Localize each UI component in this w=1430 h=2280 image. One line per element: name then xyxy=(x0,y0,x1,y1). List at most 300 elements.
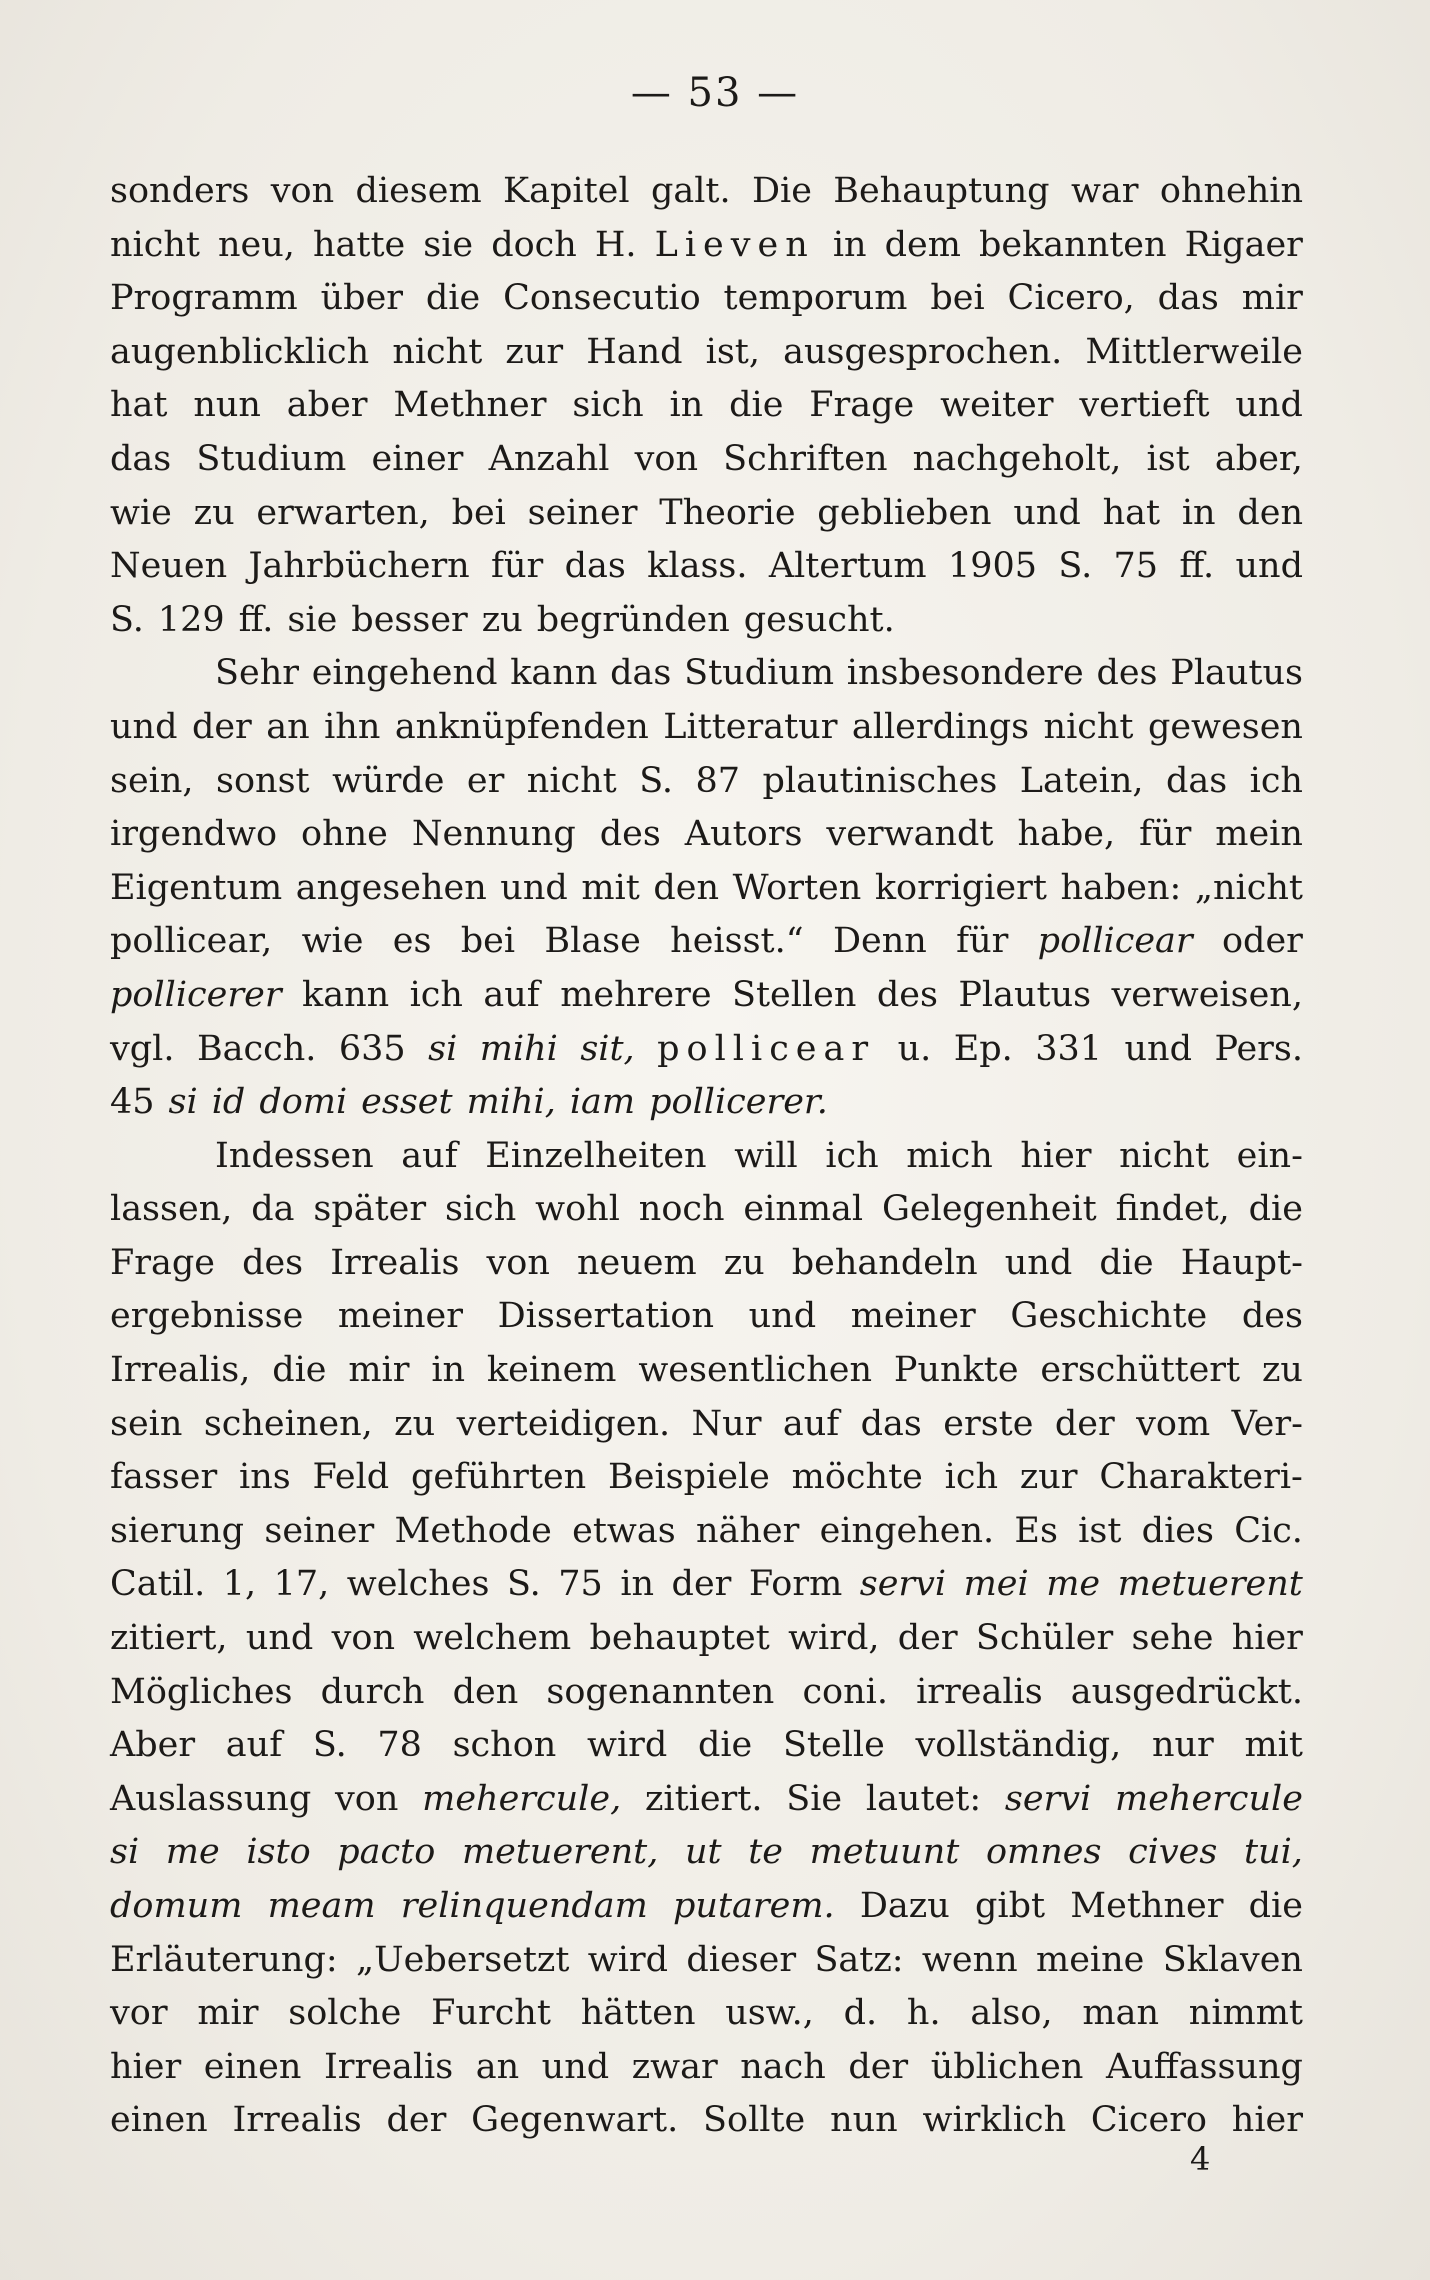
word: doch xyxy=(491,224,577,265)
word: cives xyxy=(1128,1832,1218,1873)
text-line xyxy=(110,487,1303,541)
word: Furcht xyxy=(431,1993,551,2034)
text-line xyxy=(110,1398,1303,1452)
word: hätten xyxy=(580,1993,696,2034)
word: putarem. xyxy=(673,1886,835,1926)
word: Methode xyxy=(394,1510,552,1551)
text-line xyxy=(110,1612,1303,1666)
word: plautinisches xyxy=(762,760,998,801)
word: Sehr xyxy=(215,653,299,694)
word: ich xyxy=(1249,760,1303,801)
word: „nicht xyxy=(1194,867,1303,908)
word: Ver- xyxy=(1231,1403,1303,1444)
word: servi xyxy=(859,1564,947,1605)
word: S. xyxy=(1058,546,1093,587)
word: 87 xyxy=(695,760,741,801)
word: S. xyxy=(639,760,674,801)
word: 78 xyxy=(377,1725,422,1766)
word: mehrere xyxy=(560,974,712,1015)
word: zu xyxy=(193,492,235,533)
text-line xyxy=(110,433,1303,487)
word: von xyxy=(634,438,698,479)
word: nachgeholt, xyxy=(912,438,1122,479)
word: lautet: xyxy=(865,1778,982,1819)
word: wird, xyxy=(788,1618,880,1659)
word: Gelegenheit xyxy=(881,1189,1097,1230)
word: ff. xyxy=(238,599,274,640)
word: 75 xyxy=(558,1564,603,1605)
word: 1905 xyxy=(947,546,1038,587)
word: gesucht. xyxy=(743,599,895,640)
word: den xyxy=(1237,492,1303,533)
word: augenblicklich xyxy=(110,331,370,372)
text-line xyxy=(110,1183,1303,1237)
word: und xyxy=(245,1618,314,1659)
word: von xyxy=(335,1778,399,1819)
word: vertieft xyxy=(1079,385,1210,426)
word: gibt xyxy=(975,1886,1046,1926)
word: Blase xyxy=(544,921,641,962)
word: Nennung xyxy=(411,814,576,855)
word: relinquendam xyxy=(400,1886,648,1926)
word: an xyxy=(475,2046,520,2087)
word: geblieben xyxy=(817,492,992,533)
word: sie xyxy=(287,599,338,640)
word: Feld xyxy=(312,1457,390,1498)
text-line xyxy=(110,1719,1303,1773)
word: hatte xyxy=(312,224,406,265)
word: zu xyxy=(394,1403,436,1444)
word: verwandt xyxy=(826,814,994,855)
word: Cicero xyxy=(1090,2100,1207,2141)
word: irrealis xyxy=(916,1671,1043,1712)
word: vom xyxy=(1136,1403,1211,1444)
word: mir xyxy=(348,1350,410,1391)
word: coni. xyxy=(802,1671,888,1712)
word: mehercule xyxy=(1115,1778,1303,1819)
word: fasser xyxy=(110,1457,218,1498)
text-line xyxy=(110,594,1303,648)
word: Mittlerweile xyxy=(1085,331,1303,372)
text-line xyxy=(110,1666,1303,1720)
word: noch xyxy=(638,1189,725,1230)
text-line xyxy=(110,1934,1303,1988)
word: Worten xyxy=(732,867,862,908)
word: dem xyxy=(884,224,961,265)
word: id xyxy=(211,1082,246,1123)
word: mei xyxy=(963,1564,1029,1605)
word: insbesondere xyxy=(846,653,1084,694)
word: servi xyxy=(1004,1778,1092,1819)
word: Irrealis, xyxy=(110,1350,251,1391)
word: wesentlichen xyxy=(638,1350,873,1391)
word: für xyxy=(491,546,544,587)
word: Rigaer xyxy=(1184,224,1303,265)
word: mich xyxy=(906,1135,993,1176)
word: Litteratur xyxy=(663,706,838,747)
word: si xyxy=(110,1832,140,1873)
word: galt. xyxy=(650,171,731,211)
word: Programm xyxy=(110,278,298,319)
word: aber, xyxy=(1214,438,1303,479)
word: Consecutio xyxy=(503,278,701,319)
word: hat xyxy=(1102,492,1161,533)
word: ich xyxy=(409,974,463,1015)
word: me xyxy=(1046,1564,1101,1605)
word: sich xyxy=(444,1189,517,1230)
word: Geschichte xyxy=(1010,1296,1208,1337)
word: Altertum xyxy=(768,546,927,587)
word: S. xyxy=(110,599,144,640)
text-line xyxy=(110,1344,1303,1398)
word: erwarten, xyxy=(256,492,430,533)
word: etwas xyxy=(572,1510,676,1551)
text-line xyxy=(110,808,1303,862)
word: meine xyxy=(1036,1939,1145,1980)
word: von xyxy=(486,1242,550,1283)
word: Satz: xyxy=(814,1939,904,1980)
word: ins xyxy=(239,1457,291,1498)
word: wenn xyxy=(921,1939,1018,1980)
word: Stelle xyxy=(782,1725,885,1766)
word: Studium xyxy=(684,653,835,694)
word: mihi xyxy=(479,1028,558,1069)
word: pollicear, xyxy=(110,921,273,962)
word: ein- xyxy=(1236,1135,1303,1176)
text-line xyxy=(110,1987,1303,2041)
word: aber xyxy=(286,385,368,426)
text-line xyxy=(110,165,1303,219)
word: ohnehin xyxy=(1159,171,1303,211)
word: zu xyxy=(1261,1350,1303,1391)
word: bei xyxy=(451,492,506,533)
word: Dazu xyxy=(859,1886,950,1926)
word: und xyxy=(1235,385,1303,426)
word: einen xyxy=(110,2100,208,2141)
word: sonst xyxy=(216,760,310,801)
word: auf xyxy=(782,1403,840,1444)
word: der xyxy=(897,1618,958,1659)
word: domi xyxy=(259,1082,348,1123)
word: ausgesprochen. xyxy=(783,331,1063,372)
word: das xyxy=(110,438,172,479)
word: und xyxy=(1004,1242,1073,1283)
word: also, xyxy=(970,1993,1053,2034)
word: usw., xyxy=(725,1993,814,2034)
text-line xyxy=(110,1023,1303,1077)
word: Schriften xyxy=(723,438,888,479)
word: nach xyxy=(740,2046,826,2087)
word: meiner xyxy=(337,1296,464,1337)
word: vor xyxy=(110,1993,168,2034)
word: ut xyxy=(684,1832,722,1873)
word: zwar xyxy=(631,2046,718,2087)
word: Ep. xyxy=(953,1028,1013,1069)
word: schon xyxy=(452,1725,557,1766)
text-line xyxy=(110,647,1303,701)
word: Plautus xyxy=(1170,653,1303,694)
text-line xyxy=(110,219,1303,273)
word: Aber xyxy=(110,1725,196,1766)
word: Anzahl xyxy=(488,438,610,479)
word: meiner xyxy=(850,1296,976,1337)
page-number: — 53 — xyxy=(630,70,800,116)
word: wird xyxy=(587,1939,669,1980)
word: Es xyxy=(1014,1510,1058,1551)
word: und xyxy=(541,2046,610,2087)
text-line xyxy=(110,2094,1303,2148)
word: Beispiele xyxy=(608,1457,770,1498)
word: das xyxy=(860,1403,922,1444)
word: Sklaven xyxy=(1162,1939,1303,1980)
word: u. xyxy=(897,1028,932,1069)
word: nicht xyxy=(1043,706,1134,747)
word: pollicear xyxy=(657,1028,876,1069)
word: die xyxy=(1248,1189,1303,1230)
word: ohne xyxy=(301,814,388,855)
word: welches xyxy=(346,1564,490,1605)
word: d. xyxy=(843,1993,878,2034)
word: Denn xyxy=(832,921,927,962)
word: Charakteri- xyxy=(1099,1457,1303,1498)
word: hat xyxy=(110,385,168,426)
word: Auffassung xyxy=(1105,2046,1303,2087)
text-line xyxy=(110,1237,1303,1291)
word: Bacch. xyxy=(196,1028,317,1069)
word: verteidigen. xyxy=(456,1403,671,1444)
word: temporum xyxy=(723,278,908,319)
body-text xyxy=(110,165,1303,2148)
word: 635 xyxy=(338,1028,406,1069)
word: es xyxy=(392,921,432,962)
word: oder xyxy=(1221,921,1303,962)
word: der xyxy=(386,2100,447,2141)
word: 1, xyxy=(222,1564,257,1605)
word: anknüpfenden xyxy=(394,706,649,747)
word: von xyxy=(331,1618,395,1659)
word: geführten xyxy=(411,1457,587,1498)
word: zu xyxy=(723,1242,765,1283)
word: mit xyxy=(581,867,640,908)
text-line xyxy=(110,701,1303,755)
word: heisst.“ xyxy=(670,921,804,962)
text-line xyxy=(110,1826,1303,1880)
word: Mögliches xyxy=(110,1671,293,1712)
word: „Uebersetzt xyxy=(356,1939,570,1980)
word: und xyxy=(1124,1028,1193,1069)
word: seiner xyxy=(527,492,638,533)
word: ich xyxy=(944,1457,999,1498)
word: isto xyxy=(246,1832,311,1873)
word: des xyxy=(876,974,938,1015)
word: in xyxy=(1181,492,1216,533)
word: in xyxy=(431,1350,466,1391)
word: er xyxy=(466,760,505,801)
word: sie xyxy=(423,224,474,265)
word: die xyxy=(729,385,784,426)
word: Cic. xyxy=(1234,1510,1303,1551)
word: Nur xyxy=(691,1403,762,1444)
text-line xyxy=(110,2041,1303,2095)
word: das xyxy=(1157,278,1219,319)
word: zitiert, xyxy=(110,1618,228,1659)
word: findet, xyxy=(1115,1189,1230,1230)
word: nicht xyxy=(1119,1135,1210,1176)
word: der xyxy=(1054,1403,1115,1444)
word: Irrealis xyxy=(330,1242,460,1283)
word: behauptet xyxy=(589,1618,770,1659)
word: seiner xyxy=(264,1510,375,1551)
word: Methner xyxy=(393,385,547,426)
word: nun xyxy=(193,385,261,426)
word: in xyxy=(669,385,704,426)
word: möchte xyxy=(791,1457,923,1498)
word: üblichen xyxy=(930,2046,1084,2087)
word: domum xyxy=(110,1886,243,1926)
word: die xyxy=(1099,1242,1154,1283)
word: dies xyxy=(1141,1510,1214,1551)
word: wirklich xyxy=(922,2100,1067,2141)
word: si xyxy=(428,1028,458,1069)
text-line xyxy=(110,969,1303,1023)
word: ist, xyxy=(705,331,761,372)
word: neuem xyxy=(576,1242,697,1283)
word: nicht xyxy=(526,760,617,801)
word: zur xyxy=(505,331,564,372)
word: 45 xyxy=(110,1082,155,1123)
word: Latein, xyxy=(1019,760,1144,801)
word: den xyxy=(653,867,720,908)
word: Theorie xyxy=(659,492,796,533)
word: mehercule, xyxy=(422,1778,622,1819)
word: ist xyxy=(1146,438,1190,479)
word: lassen, xyxy=(110,1189,233,1230)
word: Stellen xyxy=(731,974,857,1015)
word: S. xyxy=(312,1725,347,1766)
word: hier xyxy=(110,2046,182,2087)
text-line xyxy=(110,326,1303,380)
word: Hand xyxy=(586,331,683,372)
word: und xyxy=(1235,546,1303,587)
text-line xyxy=(110,1130,1303,1184)
word: der xyxy=(848,2046,909,2087)
word: dieser xyxy=(686,1939,797,1980)
word: te xyxy=(748,1832,784,1873)
word: pacto xyxy=(337,1832,436,1873)
word: metuunt xyxy=(809,1832,960,1873)
word: auf xyxy=(401,1135,458,1176)
word: Dissertation xyxy=(497,1296,715,1337)
text-line xyxy=(110,915,1303,969)
word: Erläuterung: xyxy=(110,1939,338,1980)
word: mir xyxy=(1241,278,1303,319)
word: einer xyxy=(371,438,464,479)
word: nicht xyxy=(110,224,200,265)
word: pollicerer. xyxy=(649,1082,828,1123)
word: omnes xyxy=(985,1832,1102,1873)
text-line xyxy=(110,1290,1303,1344)
word: will xyxy=(734,1135,798,1176)
word: sein xyxy=(110,1403,183,1444)
word: metuerent xyxy=(1117,1564,1303,1605)
word: für xyxy=(1139,814,1192,855)
text-line xyxy=(110,1451,1303,1505)
word: für xyxy=(956,921,1009,962)
word: den xyxy=(452,1671,519,1712)
word: ist xyxy=(1078,1510,1122,1551)
word: Punkte xyxy=(893,1350,1019,1391)
text-line xyxy=(110,379,1303,433)
word: sierung xyxy=(110,1510,245,1551)
word: kann xyxy=(302,974,390,1015)
word: das xyxy=(610,653,672,694)
word: 75 xyxy=(1113,546,1159,587)
word: begründen xyxy=(536,599,730,640)
word: metuerent, xyxy=(461,1832,659,1873)
word: die xyxy=(1248,1886,1303,1926)
word: und xyxy=(110,706,178,747)
word: irgendwo xyxy=(110,814,278,855)
word: wird xyxy=(586,1725,668,1766)
word: sonders xyxy=(110,171,250,211)
word: Neuen xyxy=(110,546,228,587)
word: neu, xyxy=(218,224,295,265)
word: diesem xyxy=(355,171,482,211)
word: Die xyxy=(751,171,812,211)
word: verweisen, xyxy=(1111,974,1303,1015)
word: ergebnisse xyxy=(110,1296,304,1337)
word: sit, xyxy=(580,1028,635,1069)
word: nur xyxy=(1151,1725,1214,1766)
text-line xyxy=(110,540,1303,594)
word: welchem xyxy=(413,1618,572,1659)
word: allerdings xyxy=(851,706,1030,747)
word: Jahrbüchern xyxy=(248,546,470,587)
word: Cicero, xyxy=(1007,278,1135,319)
word: vollständig, xyxy=(915,1725,1122,1766)
word: von xyxy=(270,171,335,211)
word: Pers. xyxy=(1214,1028,1303,1069)
word: iam xyxy=(569,1082,636,1123)
word: mit xyxy=(1244,1725,1303,1766)
word: näher xyxy=(695,1510,800,1551)
word: Sie xyxy=(786,1778,843,1819)
word: ihn xyxy=(324,706,381,747)
word: si xyxy=(168,1082,198,1123)
word: auf xyxy=(483,974,540,1015)
word: ausgedrückt. xyxy=(1070,1671,1303,1712)
word: behandeln xyxy=(791,1242,978,1283)
word: Gegenwart. xyxy=(471,2100,679,2141)
word: wie xyxy=(301,921,364,962)
word: 129 xyxy=(157,599,225,640)
word: bei xyxy=(460,921,516,962)
word: das xyxy=(1165,760,1228,801)
word: durch xyxy=(320,1671,425,1712)
word: ff. xyxy=(1179,546,1215,587)
word: S. xyxy=(506,1564,541,1605)
word: solche xyxy=(288,1993,402,2034)
word: eingehen. xyxy=(819,1510,995,1551)
word: habe, xyxy=(1017,814,1116,855)
word: die xyxy=(697,1725,753,1766)
word: ich xyxy=(825,1135,879,1176)
word: und xyxy=(500,867,568,908)
word: h. xyxy=(906,1993,941,2034)
word: angesehen xyxy=(295,867,487,908)
word: vgl. xyxy=(110,1028,175,1069)
text-line xyxy=(110,862,1303,916)
